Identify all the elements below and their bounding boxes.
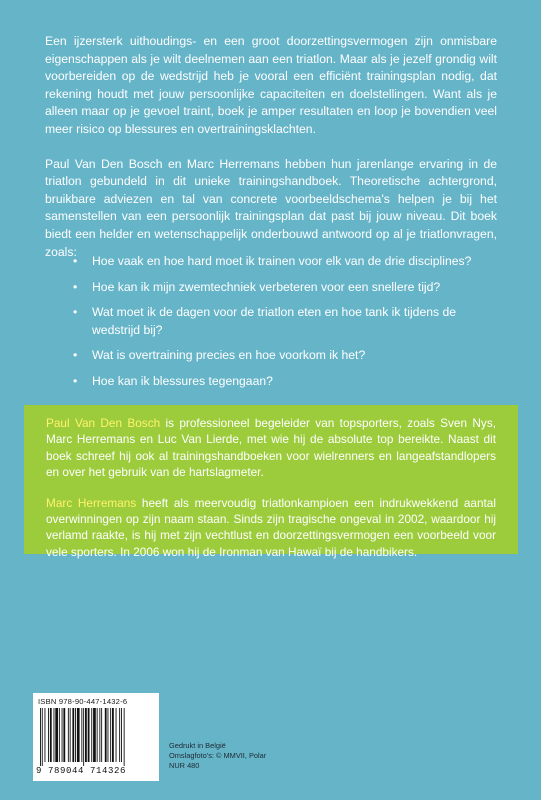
list-item [73, 279, 497, 297]
cover-photo-credit: Omslagfoto's: © MMVII, Polar [169, 751, 267, 760]
bullet-icon: • [73, 254, 78, 268]
intro-paragraph-1: Een ijzersterk uithoudings- en een groot doorzettingsvermogen zijn onmisbare eigenschappen als je wilt deelnemen aan een triatlon. Maar als je jezelf grondig wilt voorbereiden op de wedstrijd heb je vooral een efficiënt trainingsplan nodig, dat rekening houdt met jouw persoonlijke capaciteiten en doelstellingen. Want als je alleen maar op je gevoel traint, boek je amper resultaten en loop je bovendien veel meer risico op blessures en overtrainingsklachten. [45, 34, 497, 136]
question-text: Wat moet ik de dagen voor de triatlon eten en hoe tank ik tijdens de wedstrijd bij? [92, 305, 457, 337]
bullet-icon: • [73, 373, 78, 388]
list-item [73, 373, 497, 391]
list-item [73, 253, 497, 271]
author-bio-paul [46, 415, 496, 481]
question-list [73, 253, 497, 399]
list-item [73, 347, 497, 365]
question-text: Hoe vaak en hoe hard moet ik trainen voor elk van de drie disciplines? [92, 254, 472, 268]
bullet-icon: • [73, 305, 78, 320]
nur-code: NUR 480 [169, 761, 200, 770]
barcode-image [40, 708, 152, 766]
question-text: Hoe kan ik mijn zwemtechniek verbeteren voor een snellere tijd? [92, 279, 441, 294]
intro-paragraph-2: Paul Van Den Bosch en Marc Herremans hebben hun jarenlange ervaring in de triatlon gebundeld in dit unieke trainingshandboek. Theoretische achtergrond, bruikbare adviezen en tal van concrete voorbeeldschema's helpen je bij het samenstellen van een persoonlijk trainingsplan dat past bij jouw niveau. Dit boek biedt een helder en wetenschappelijk onderbouwd antwoord op al je triatlonvragen, zoals: [45, 156, 497, 259]
author-bio-marc [46, 495, 496, 561]
imprint [169, 741, 266, 771]
question-text: Wat is overtraining precies en hoe voorkom ik het? [92, 348, 366, 363]
author-bio-text: is professioneel begeleider van topsporters, zoals Sven Nys, Marc Herremans en Luc Van Lierde, met wie hij de absolute top bereikte. Naast dit boek schreef hij ook al trainingshandboeken voor wielrenners en langeafstandlopers en over het gebruik van de hartslagmeter. [46, 416, 496, 480]
bullet-icon: • [73, 279, 78, 294]
question-text: Hoe kan ik blessures tegengaan? [92, 373, 273, 388]
author-bio-text: heeft als meervoudig triatlonkampioen een indrukwekkend aantal overwinningen op zijn naam staan. Sinds zijn tragische ongeval in 2002, waardoor hij verlamd raakte, is hij met zijn vechtlust en doorzettingsvermogen een voorbeeld voor vele sporters. In 2006 won hij de Ironman van Hawaï bij de handbikers. [46, 495, 496, 559]
barcode-panel [33, 693, 159, 781]
author-bio-box [24, 405, 518, 559]
author-name: Marc Herremans [46, 495, 137, 510]
bullet-icon: • [73, 348, 78, 363]
author-name: Paul Van Den Bosch [46, 416, 161, 430]
barcode-digits: 9 789044 714326 [36, 766, 127, 776]
intro-text [45, 33, 497, 278]
printed-in: Gedrukt in België [169, 741, 226, 750]
list-item [73, 304, 497, 339]
isbn-label: ISBN 978-90-447-1432-6 [38, 697, 128, 706]
